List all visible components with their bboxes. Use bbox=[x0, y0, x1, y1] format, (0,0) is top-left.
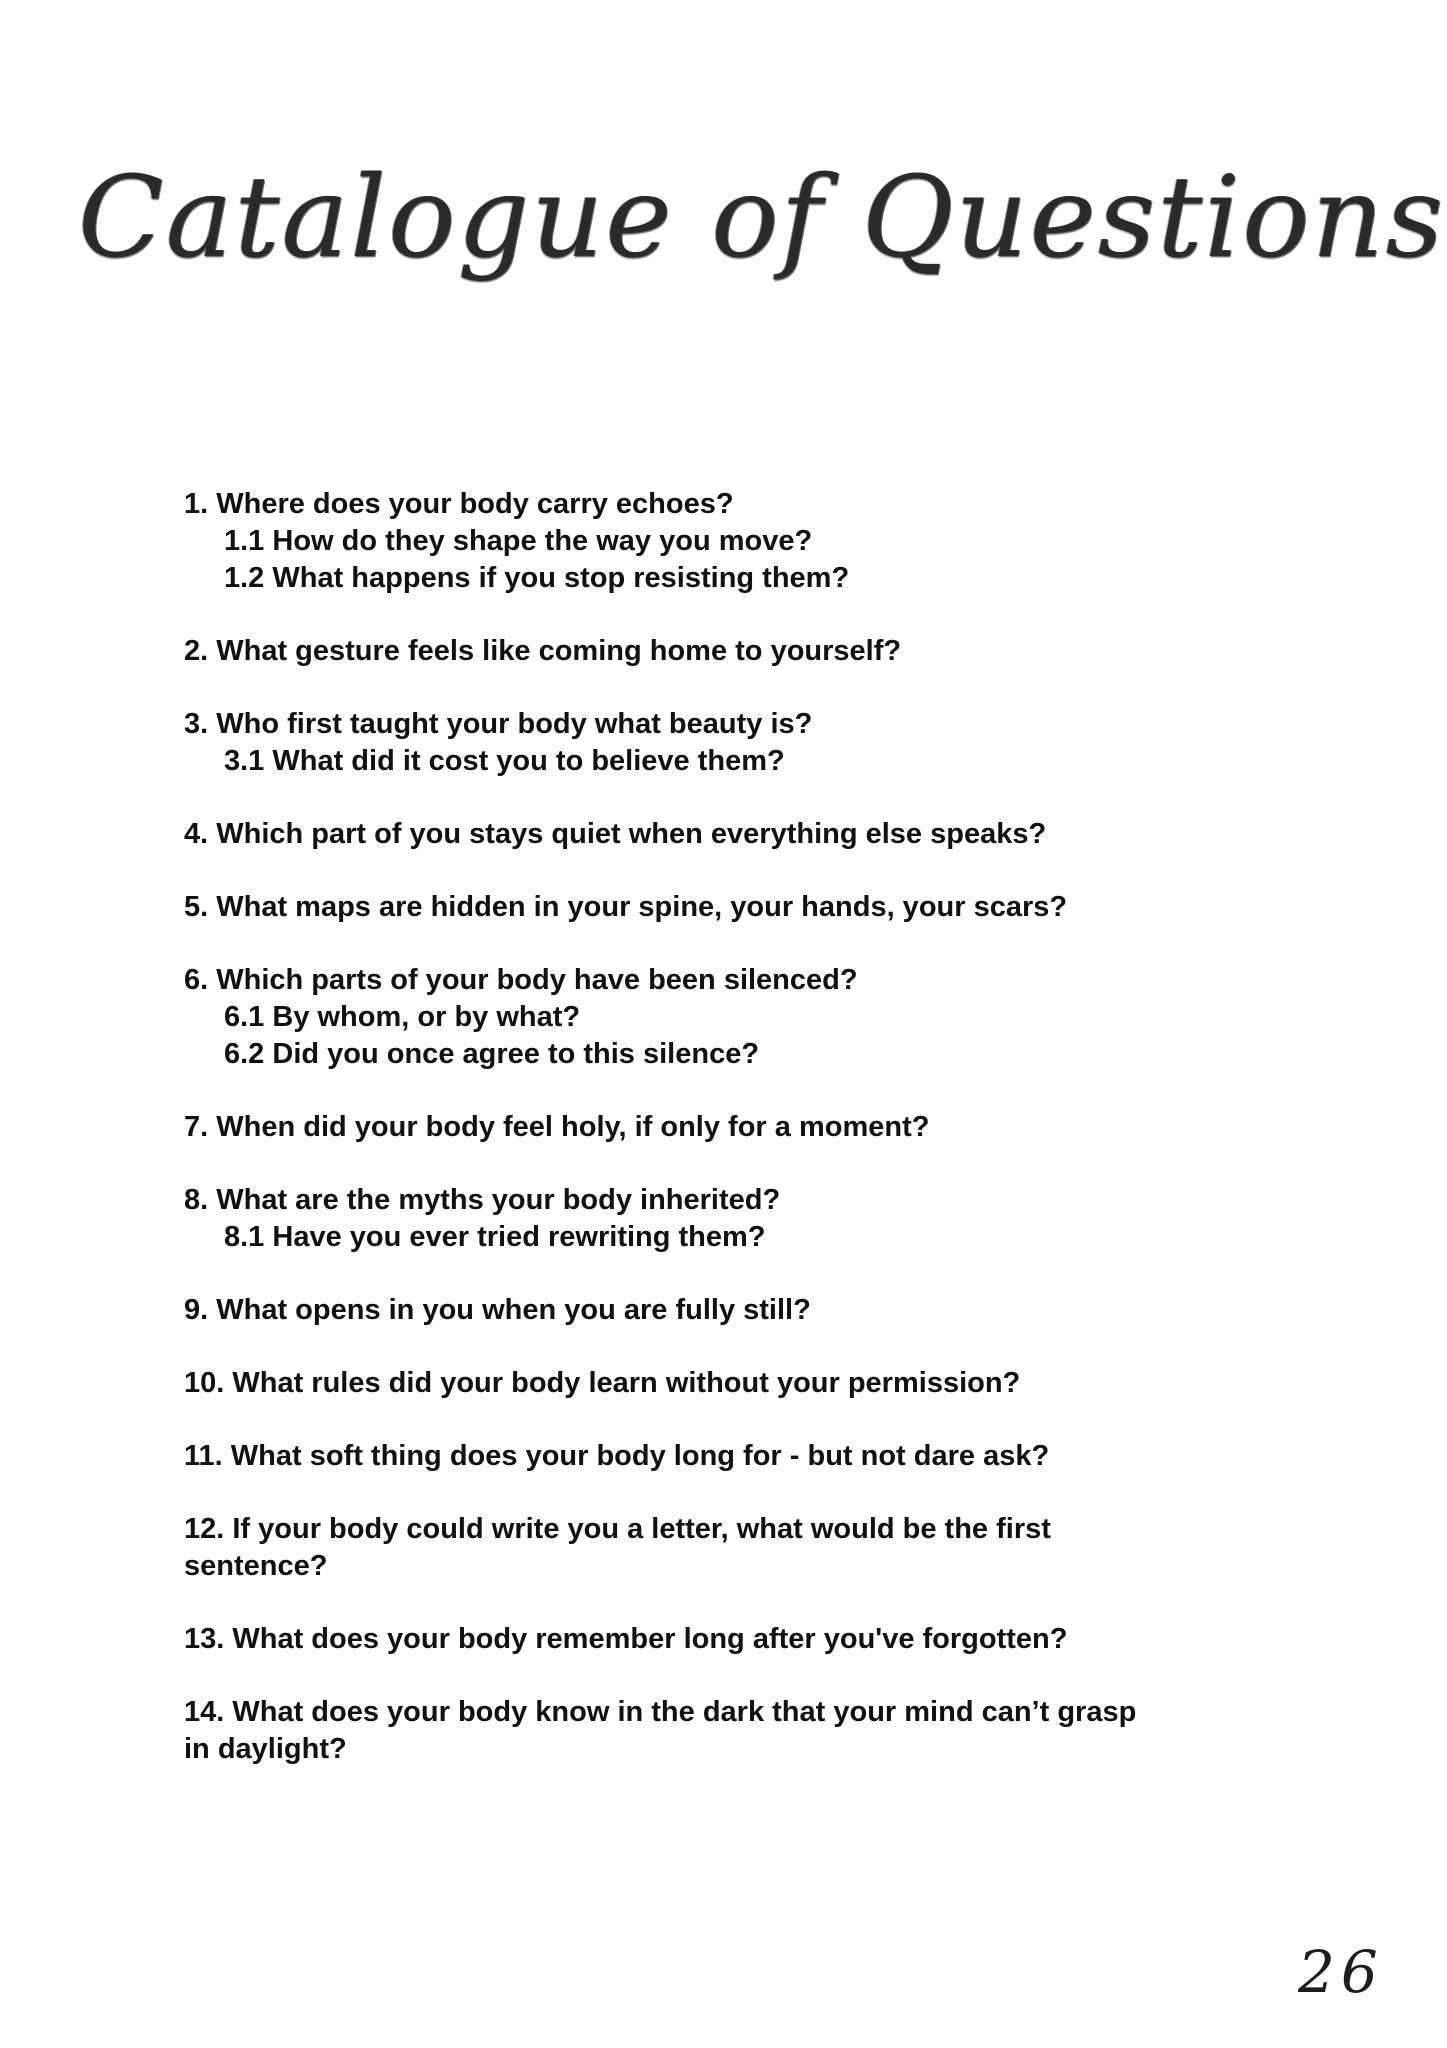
question-text: 8. What are the myths your body inherited? bbox=[184, 1184, 781, 1216]
sub-question-list bbox=[184, 743, 1184, 780]
question-text: 13. What does your body remember long after you've forgotten? bbox=[184, 1623, 1068, 1655]
question-item bbox=[184, 816, 1184, 853]
question-text: 4. Which part of you stays quiet when everything else speaks? bbox=[184, 818, 1047, 850]
sub-question-list bbox=[184, 999, 1184, 1073]
question-item bbox=[184, 1438, 1184, 1475]
question-item bbox=[184, 1109, 1184, 1146]
question-item bbox=[184, 633, 1184, 670]
question-text: 1. Where does your body carry echoes? bbox=[184, 488, 734, 520]
question-text: 12. If your body could write you a letter, what would be the first sentence? bbox=[184, 1513, 1051, 1582]
sub-question-text: 6.1 By whom, or by what? bbox=[224, 1001, 581, 1033]
question-item bbox=[184, 1511, 1184, 1585]
question-item bbox=[184, 1621, 1184, 1658]
question-text: 2. What gesture feels like coming home to yourself? bbox=[184, 635, 902, 667]
question-text: 6. Which parts of your body have been silenced? bbox=[184, 964, 858, 996]
question-item bbox=[184, 1182, 1184, 1256]
question-item bbox=[184, 1694, 1184, 1768]
sub-question-text: 8.1 Have you ever tried rewriting them? bbox=[224, 1221, 766, 1253]
question-text: 10. What rules did your body learn without your permission? bbox=[184, 1367, 1021, 1399]
page-number: 26 bbox=[1298, 1938, 1384, 2006]
question-text: 11. What soft thing does your body long for - but not dare ask? bbox=[184, 1440, 1050, 1472]
question-item bbox=[184, 962, 1184, 1073]
question-text: 9. What opens in you when you are fully still? bbox=[184, 1294, 811, 1326]
question-text: 3. Who first taught your body what beauty is? bbox=[184, 708, 813, 740]
sub-question-text: 6.2 Did you once agree to this silence? bbox=[224, 1038, 760, 1070]
question-text: 14. What does your body know in the dark that your mind can’t grasp in daylight? bbox=[184, 1696, 1137, 1765]
question-item bbox=[184, 486, 1184, 597]
sub-question-list bbox=[184, 523, 1184, 597]
question-item bbox=[184, 706, 1184, 780]
sub-question-text: 1.1 How do they shape the way you move? bbox=[224, 525, 813, 557]
sub-question-text: 3.1 What did it cost you to believe them? bbox=[224, 745, 785, 777]
question-item bbox=[184, 889, 1184, 926]
sub-question-text: 1.2 What happens if you stop resisting them? bbox=[224, 562, 850, 594]
question-text: 5. What maps are hidden in your spine, your hands, your scars? bbox=[184, 891, 1068, 923]
page-title: Catalogue of Questions bbox=[78, 153, 1446, 283]
sub-question-list bbox=[184, 1219, 1184, 1256]
questions-list bbox=[184, 486, 1184, 1804]
question-item bbox=[184, 1292, 1184, 1329]
question-text: 7. When did your body feel holy, if only for a moment? bbox=[184, 1111, 930, 1143]
question-item bbox=[184, 1365, 1184, 1402]
